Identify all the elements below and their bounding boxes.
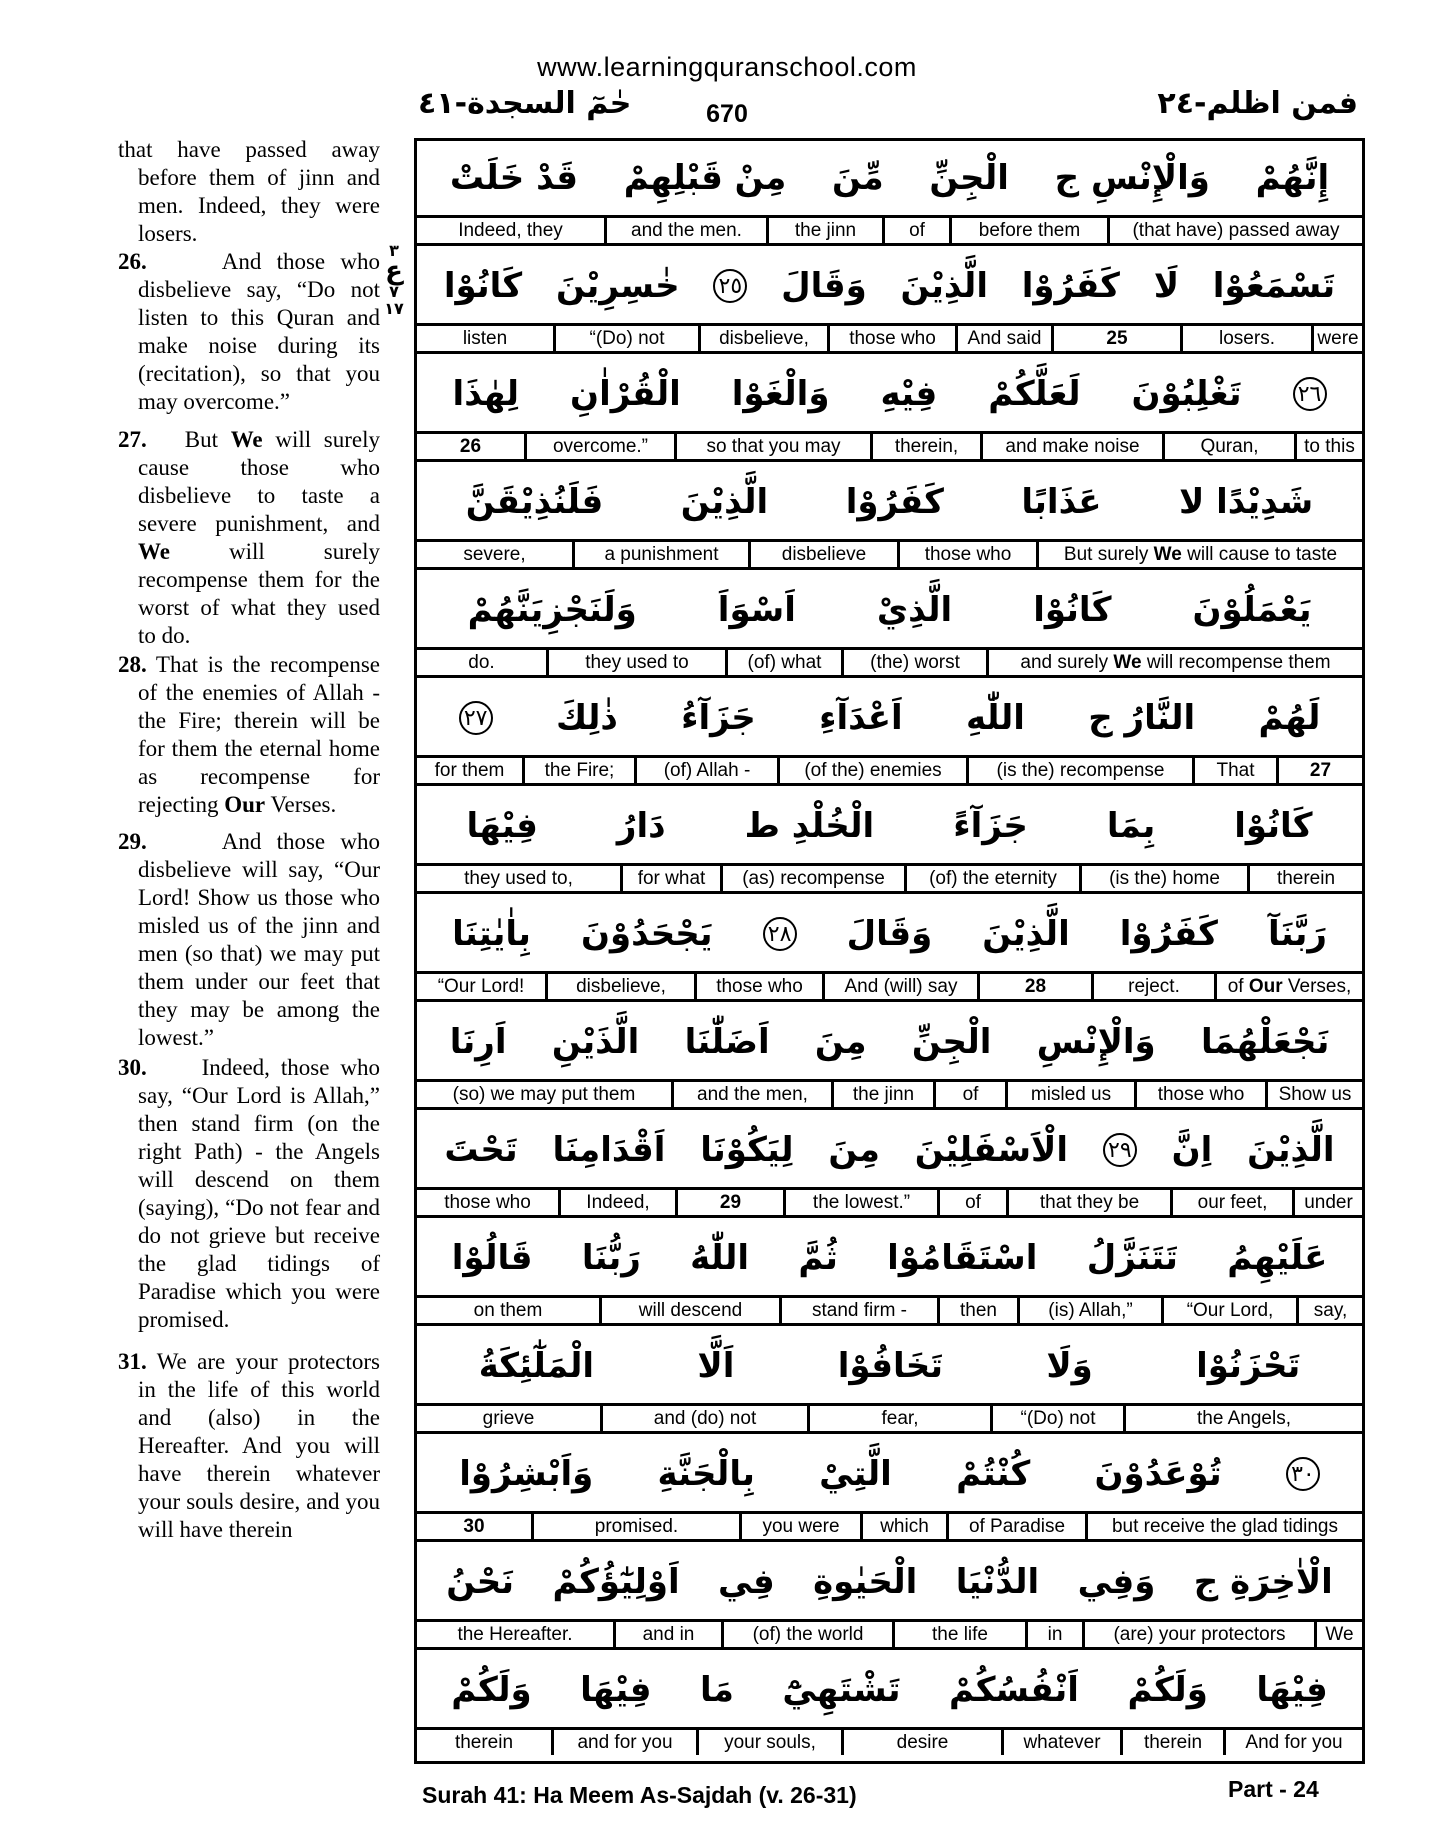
arabic-word: تَسْمَعُوْا	[1212, 266, 1336, 306]
arabic-word: تَخَافُوْا	[837, 1346, 944, 1386]
word-translation-cell: (that have) passed away	[1107, 218, 1362, 243]
word-translation-line	[417, 1622, 1362, 1650]
verse-translation: 29. And those who disbelieve will say, “Our Lord! Show us those who misled us of the jinn and men (so that) we may put them under our feet that they may be among the lowest.”	[118, 829, 380, 1050]
word-translation-cell: for them	[434, 759, 505, 781]
arabic-word: فِيْهَا	[580, 1670, 652, 1710]
arabic-word: الْجِنِّ	[929, 158, 1009, 198]
word-translation-cell: “Our Lord!	[437, 975, 525, 997]
arabic-word: نَحْنُ	[446, 1562, 515, 1602]
word-translation-cell: (of) Allah -	[634, 758, 777, 783]
arabic-word: اَوْلِيٰٓؤُكُمْ	[552, 1562, 680, 1602]
word-translation-cell: (of the) enemies	[777, 758, 966, 783]
word-translation-cell: then	[937, 1298, 1017, 1323]
word-by-word-grid	[414, 138, 1365, 1764]
surah-name-arabic: حٰمٓ السجدة-٤١	[418, 86, 632, 121]
arabic-word: جَزَآءً	[953, 806, 1028, 846]
arabic-word: شَدِيْدًا لا	[1178, 482, 1314, 522]
word-translation-cell: “(Do) not	[990, 1406, 1123, 1431]
word-translation-cell: desire	[841, 1730, 1001, 1755]
word-translation-cell: whatever	[1001, 1730, 1120, 1755]
arabic-word: وَالْإِنْسِ ج	[1054, 158, 1210, 198]
verse-row	[417, 1113, 1362, 1221]
word-translation-cell: and surely We will recompense them	[986, 650, 1362, 675]
word-translation-cell: (as) recompense	[720, 866, 904, 891]
arabic-word: اللّٰهِ	[965, 698, 1025, 738]
verse-number: 30.	[118, 1055, 147, 1080]
verse-number: 27.	[118, 427, 147, 452]
word-translation-cell: the lowest.”	[783, 1190, 937, 1215]
word-translation-cell: the jinn	[831, 1082, 933, 1107]
word-translation-line	[417, 434, 1362, 462]
arabic-line	[417, 1113, 1362, 1190]
word-translation-cell: That	[1192, 758, 1276, 783]
word-translation-cell: Quran,	[1162, 434, 1294, 459]
word-translation-cell: the life	[892, 1622, 1025, 1647]
arabic-word: تَحْتَ	[444, 1130, 518, 1170]
word-translation-cell: 25	[1051, 326, 1180, 351]
arabic-line	[417, 249, 1362, 326]
word-translation-cell: on them	[473, 1299, 543, 1321]
arabic-word: يَجْحَدُوْنَ	[580, 914, 713, 954]
arabic-word: كَفَرُوْا	[845, 482, 944, 522]
word-translation-line	[417, 1406, 1362, 1434]
arabic-word: الدُّنْيَا	[955, 1562, 1040, 1602]
word-translation-cell: disbelieve,	[698, 326, 827, 351]
verse-translation: 27. But We will surely cause those who disbelieve to taste a severe punishment, and We will surely recompense them for the worst of what they used to do.	[118, 427, 380, 648]
arabic-word: رَبَّنَآ	[1267, 914, 1327, 954]
word-translation-cell: disbelieve	[748, 542, 897, 567]
arabic-word: تُوْعَدُوْنَ	[1094, 1454, 1222, 1494]
word-translation-cell: 28	[977, 974, 1091, 999]
part-label: Part - 24	[1228, 1776, 1319, 1802]
verse-row	[417, 1329, 1362, 1437]
arabic-word: الْقُرْاٰنِ	[570, 374, 681, 414]
verse-translation: 26. And those who disbelieve say, “Do not listen to this Quran and make noise during its (recitation), so that you may overcome.”	[118, 249, 380, 414]
word-translation-cell: Indeed, they	[458, 219, 563, 241]
word-translation-cell: therein	[454, 1731, 514, 1753]
word-translation-cell: Show us	[1265, 1082, 1362, 1107]
arabic-word: اِنَّ	[1171, 1130, 1213, 1170]
arabic-word: جَزَآءُ	[681, 698, 756, 738]
arabic-word: مِّنَ	[832, 158, 884, 198]
arabic-line	[417, 573, 1362, 650]
word-translation-cell: (is the) home	[1079, 866, 1247, 891]
arabic-word: لَا	[1153, 266, 1180, 306]
word-translation-cell: and for you	[551, 1730, 696, 1755]
arabic-word: كُنْتُمْ	[956, 1454, 1031, 1494]
arabic-line	[417, 465, 1362, 542]
arabic-word: الْمَلٰٓئِكَةُ	[478, 1346, 595, 1386]
arabic-word: مِنَ	[828, 1130, 880, 1170]
word-translation-cell: and (do) not	[600, 1406, 807, 1431]
word-translation-cell: the jinn	[766, 218, 882, 243]
verse-row	[417, 681, 1362, 789]
word-translation-cell: (so) we may put them	[452, 1083, 636, 1105]
word-translation-cell: And said	[955, 326, 1051, 351]
verse-row	[417, 465, 1362, 573]
arabic-word: إِنَّهُمْ	[1255, 158, 1330, 198]
word-translation-cell: and the men.	[604, 218, 766, 243]
word-translation-cell: those who	[444, 1191, 531, 1213]
arabic-word: الْاَسْفَلِيْنَ	[914, 1130, 1069, 1170]
arabic-word: رَبُّنَا	[581, 1238, 641, 1278]
verse-row	[417, 141, 1362, 249]
arabic-word: ثُمَّ	[798, 1238, 838, 1278]
word-translation-cell: “(Do) not	[553, 326, 698, 351]
arabic-word: قَالُوْا	[451, 1238, 533, 1278]
page-number: 670	[706, 100, 748, 128]
word-translation-cell: grieve	[482, 1407, 535, 1429]
word-translation-cell: We	[1314, 1622, 1362, 1647]
arabic-word: وَلَكُمْ	[1127, 1670, 1208, 1710]
arabic-word: الْخُلْدِ ط	[744, 806, 875, 846]
arabic-word: بِاٰيٰتِنَا	[452, 914, 531, 954]
word-translation-cell: therein	[1247, 866, 1362, 891]
arabic-word: خٰسِرِيْنَ	[555, 266, 680, 306]
arabic-word: بِمَا	[1106, 806, 1156, 846]
arabic-word: نَجْعَلْهُمَا	[1200, 1022, 1330, 1062]
word-translation-cell: misled us	[1005, 1082, 1134, 1107]
word-translation-cell: will descend	[599, 1298, 779, 1323]
verse-row	[417, 1545, 1362, 1653]
word-translation-cell: that they be	[1006, 1190, 1170, 1215]
word-translation-cell: overcome.”	[524, 434, 674, 459]
arabic-word: قَدْ خَلَتْ	[449, 158, 579, 198]
word-translation-cell: “Our Lord,	[1161, 1298, 1296, 1323]
word-translation-cell: listen	[462, 327, 508, 349]
word-translation-cell: 30	[463, 1515, 485, 1537]
arabic-word: وَلَا	[1046, 1346, 1093, 1386]
word-translation-line	[417, 866, 1362, 894]
word-translation-cell: those who	[897, 542, 1036, 567]
word-translation-cell: do.	[468, 651, 495, 673]
arabic-word: كَانُوْا	[1234, 806, 1313, 846]
arabic-word: كَفَرُوْا	[1021, 266, 1120, 306]
arabic-word: يَعْمَلُوْنَ	[1192, 590, 1312, 630]
ayah-number-marker: ٢٨	[763, 917, 797, 951]
word-translation-cell: of	[933, 1082, 1005, 1107]
arabic-word: فِي	[718, 1562, 775, 1602]
verse-row	[417, 1437, 1362, 1545]
verse-translation: 30. Indeed, those who say, “Our Lord is Allah,” then stand firm (on the right Path) - the Angels will descend on them (saying), “Do not fear and do not grieve but receive the glad tidings of Paradise which you were promised.	[118, 1055, 380, 1332]
word-translation-cell: in	[1025, 1622, 1082, 1647]
arabic-word: اَعْدَآءِ	[819, 698, 903, 738]
word-translation-cell: 29	[675, 1190, 783, 1215]
verse-number: 29.	[118, 829, 147, 854]
word-translation-cell: those who	[694, 974, 822, 999]
verse-translation: 31. We are your protectors in the life of this world and (also) in the Hereafter. And you will have therein whatever your souls desire, and you will have therein	[118, 1349, 380, 1542]
word-translation-cell: so that you may	[674, 434, 870, 459]
arabic-word: عَذَابًا	[1021, 482, 1102, 522]
arabic-word: تَحْزَنُوْا	[1196, 1346, 1301, 1386]
arabic-word: وَفِي	[1077, 1562, 1156, 1602]
arabic-word: وَلَكُمْ	[451, 1670, 532, 1710]
word-translation-cell: you were	[739, 1514, 860, 1539]
arabic-word: كَانُوْا	[1033, 590, 1112, 630]
ruku-marker: ٣ ع ٧ ١٧	[384, 241, 404, 318]
arabic-word: اَرِنَا	[449, 1022, 507, 1062]
word-translation-cell: the Fire;	[522, 758, 634, 783]
word-translation-line	[417, 218, 1362, 246]
word-translation-cell: And (will) say	[822, 974, 977, 999]
arabic-word: بِالْجَنَّةِ	[657, 1454, 755, 1494]
word-translation-line	[417, 1514, 1362, 1542]
arabic-word: تَغْلِبُوْنَ	[1131, 374, 1242, 414]
arabic-word: مَا	[700, 1670, 734, 1710]
word-translation-cell: of Paradise	[946, 1514, 1085, 1539]
word-translation-cell: those who	[827, 326, 955, 351]
word-translation-cell: your souls,	[696, 1730, 841, 1755]
arabic-word: كَفَرُوْا	[1119, 914, 1218, 954]
word-translation-line	[417, 542, 1362, 570]
arabic-word: النَّارُ ج	[1088, 698, 1196, 738]
arabic-word: لَهُمْ	[1258, 698, 1321, 738]
word-translation-cell: Indeed,	[558, 1190, 675, 1215]
word-translation-cell: 27	[1276, 758, 1362, 783]
word-translation-line	[417, 1082, 1362, 1110]
arabic-word: ذٰلِكَ	[555, 698, 618, 738]
word-translation-cell: and the men,	[671, 1082, 831, 1107]
word-translation-cell: fear,	[807, 1406, 990, 1431]
arabic-line	[417, 357, 1362, 434]
word-translation-cell: were	[1311, 326, 1362, 351]
arabic-word: الَّذِيْنَ	[900, 266, 988, 306]
arabic-word: فِيْهَا	[466, 806, 538, 846]
arabic-word: اَسْوَاَ	[717, 590, 796, 630]
arabic-word: وَالْإِنْسِ	[1036, 1022, 1156, 1062]
website-url: www.learningquranschool.com	[537, 52, 917, 82]
arabic-word: الْاٰخِرَةِ ج	[1193, 1562, 1333, 1602]
word-translation-line	[417, 758, 1362, 786]
verse-row	[417, 1005, 1362, 1113]
word-translation-cell: (of) the world	[721, 1622, 892, 1647]
word-translation-cell: But surely We will cause to taste	[1036, 542, 1362, 567]
arabic-word: وَالْغَوْا	[731, 374, 830, 414]
word-translation-cell: (the) worst	[841, 650, 986, 675]
verse-translation: that have passed away before them of jinn and men. Indeed, they were losers.	[118, 137, 380, 246]
word-translation-cell: (is the) recompense	[966, 758, 1192, 783]
word-translation-cell: they used to	[546, 650, 725, 675]
word-translation-cell: the Hereafter.	[457, 1623, 573, 1645]
verse-number: 26.	[118, 249, 147, 274]
verse-row	[417, 357, 1362, 465]
arabic-word: عَلَيْهِمُ	[1227, 1238, 1328, 1278]
ayah-number-marker: ٢٥	[713, 269, 747, 303]
word-translation-cell: a punishment	[572, 542, 748, 567]
ayah-number-marker: ٣٠	[1286, 1457, 1320, 1491]
word-translation-cell: for what	[620, 866, 720, 891]
word-translation-cell: the Angels,	[1123, 1406, 1362, 1431]
arabic-word: الَّتِيْ	[819, 1454, 892, 1494]
word-translation-cell: but receive the glad tidings	[1085, 1514, 1362, 1539]
word-translation-cell: our feet,	[1170, 1190, 1292, 1215]
word-translation-cell: say,	[1296, 1298, 1362, 1323]
arabic-word: فِيْهِ	[880, 374, 938, 414]
part-name-arabic: فمن اظلم-٢٤	[1157, 86, 1358, 121]
arabic-word: لِهٰذَا	[452, 374, 520, 414]
surah-title-footer: Surah 41: Ha Meem As-Sajdah (v. 26-31)	[422, 1782, 857, 1808]
verse-row	[417, 1221, 1362, 1329]
verse-translation: 28. That is the recompense of the enemies of Allah - the Fire; therein will be for them the eternal home as recompense for rejecting Our Verses.	[118, 652, 381, 817]
word-translation-line	[417, 1298, 1362, 1326]
arabic-word: مِنَ	[814, 1022, 867, 1062]
word-translation-cell: therein	[1120, 1730, 1223, 1755]
arabic-word: اَقْدَامِنَا	[552, 1130, 666, 1170]
word-translation-line	[417, 326, 1362, 354]
word-translation-cell: 26	[459, 435, 482, 457]
word-translation-cell: reject.	[1091, 974, 1214, 999]
arabic-word: فِيْهَا	[1256, 1670, 1328, 1710]
arabic-word: كَانُوْا	[443, 266, 523, 306]
ayah-number-marker: ٢٦	[1293, 377, 1327, 411]
arabic-word: مِنْ قَبْلِهِمْ	[623, 158, 787, 198]
verse-row	[417, 789, 1362, 897]
word-translation-cell: And for you	[1223, 1730, 1362, 1755]
arabic-word: لَعَلَّكُمْ	[988, 374, 1081, 414]
arabic-word: اسْتَقَامُوْا	[887, 1238, 1038, 1278]
word-translation-line	[417, 1190, 1362, 1218]
arabic-line	[417, 141, 1362, 218]
arabic-word: اَنْفُسُكُمْ	[949, 1670, 1079, 1710]
word-translation-cell: of Our Verses,	[1214, 974, 1362, 999]
word-translation-line	[417, 974, 1362, 1002]
word-translation-cell: losers.	[1180, 326, 1311, 351]
word-translation-cell: disbelieve,	[545, 974, 694, 999]
arabic-line	[417, 897, 1362, 974]
arabic-word: الَّذِيْ	[876, 590, 953, 630]
arabic-line	[417, 789, 1362, 866]
ayah-number-marker: ٢٧	[459, 701, 493, 735]
word-translation-cell: (are) your protectors	[1082, 1622, 1314, 1647]
word-translation-cell: (is) Allah,”	[1017, 1298, 1161, 1323]
word-translation-cell: to this	[1294, 434, 1362, 459]
arabic-word: الْحَيٰوةِ	[813, 1562, 918, 1602]
word-translation-cell: under	[1292, 1190, 1362, 1215]
word-translation-cell: they used to,	[464, 867, 573, 889]
word-translation-cell: of	[937, 1190, 1006, 1215]
arabic-word: الَّذَيْنِ	[551, 1022, 640, 1062]
arabic-line	[417, 1545, 1362, 1622]
arabic-word: تَتَنَزَّلُ	[1086, 1238, 1178, 1278]
word-translation-cell: stand firm -	[779, 1298, 937, 1323]
arabic-line	[417, 1329, 1362, 1406]
arabic-line	[417, 1005, 1362, 1082]
arabic-word: وَلَنَجْزِيَنَّهُمْ	[467, 590, 637, 630]
verse-row	[417, 1653, 1362, 1761]
word-translation-cell: of	[882, 218, 949, 243]
word-translation-cell: severe,	[463, 543, 526, 565]
arabic-word: الَّذِيْنَ	[680, 482, 769, 522]
arabic-word: الَّذِيْنَ	[1247, 1130, 1335, 1170]
arabic-line	[417, 1437, 1362, 1514]
arabic-line	[417, 681, 1362, 758]
word-translation-cell: (of) the eternity	[904, 866, 1079, 891]
word-translation-cell: before them	[949, 218, 1107, 243]
verse-row	[417, 249, 1362, 357]
arabic-word: وَقَالَ	[781, 266, 867, 306]
word-translation-cell: promised.	[531, 1514, 739, 1539]
arabic-word: دَارُ	[616, 806, 666, 846]
verse-number: 28.	[118, 652, 147, 677]
word-translation-cell: and make noise	[980, 434, 1162, 459]
word-translation-cell: therein,	[870, 434, 980, 459]
arabic-word: الْجِنِّ	[911, 1022, 992, 1062]
arabic-word: اَلَّا	[697, 1346, 735, 1386]
arabic-word: تَشْتَهِيْٓ	[782, 1670, 901, 1710]
word-translation-line	[417, 1730, 1362, 1755]
arabic-word: الَّذِيْنَ	[982, 914, 1070, 954]
arabic-word: وَقَالَ	[846, 914, 933, 954]
arabic-line	[417, 1653, 1362, 1730]
verse-number: 31.	[118, 1349, 147, 1374]
arabic-word: اللّٰهُ	[690, 1238, 750, 1278]
verse-row	[417, 573, 1362, 681]
word-translation-line	[417, 650, 1362, 678]
arabic-word: لِيَكُوْنَا	[700, 1130, 794, 1170]
word-translation-cell: and in	[613, 1622, 721, 1647]
arabic-line	[417, 1221, 1362, 1298]
word-translation-cell: those who	[1134, 1082, 1265, 1107]
arabic-word: اَضَلّٰنَا	[684, 1022, 770, 1062]
arabic-word: وَاَبْشِرُوْا	[459, 1454, 594, 1494]
ayah-number-marker: ٢٩	[1103, 1133, 1137, 1167]
word-translation-cell: which	[860, 1514, 946, 1539]
word-translation-cell: (of) what	[725, 650, 841, 675]
verse-row	[417, 897, 1362, 1005]
arabic-word: فَلَنُذِيْقَنَّ	[465, 482, 604, 522]
